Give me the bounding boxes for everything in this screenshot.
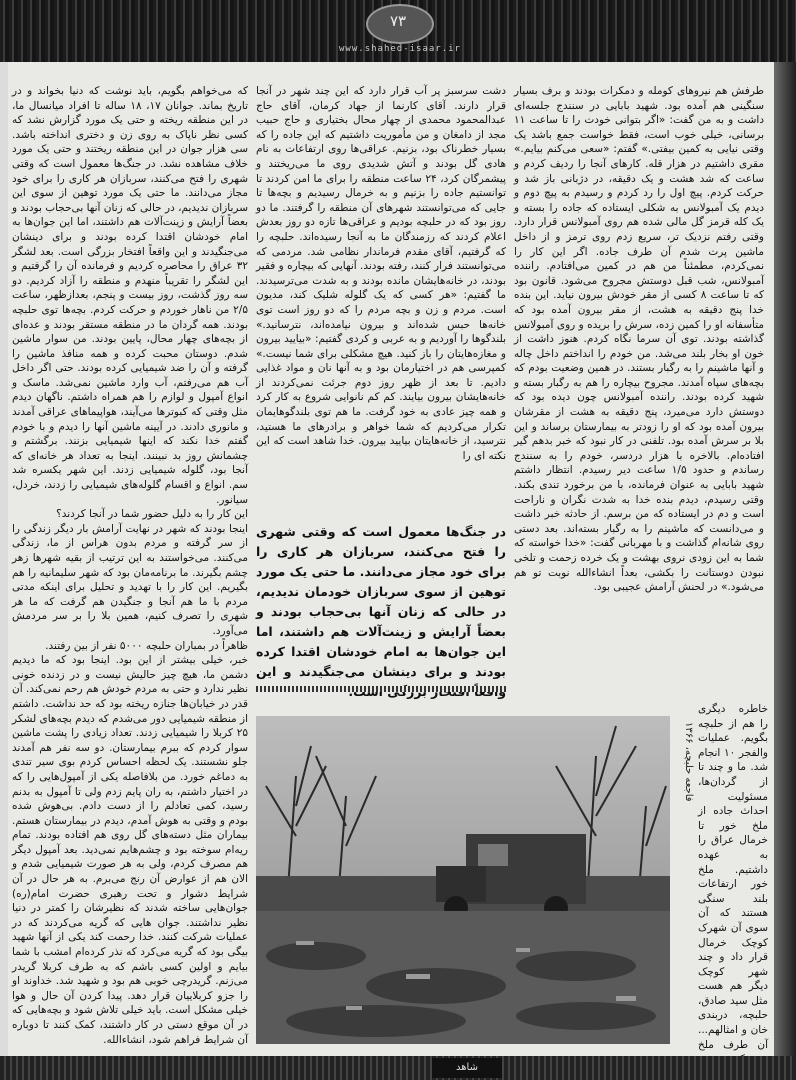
page-number: ۷۳ [389, 12, 407, 30]
column-text: طرفش هم نیروهای کومله و دمکرات بودند و برف بسیار سنگینی هم آمده بود. شهید بابایی در سنندج جلسه‌ای داشت و به من گفت: «اگر بتوانی خودت را تا ساعت ۱۱ برسانی، خیلی خوب است، فقط خواست جمع باشد یک وقتی نیایی به کمین بیفتی.» گفتم: «سعی می‌کنم بیایم.» مقری داشتیم در هزار قله. کارهای آنجا را ردیف کردم و ساعت که شد هشت و یک دقیقه، در دژبانی باز شد و حرکت کردم. پیچ اول را رد کردم و رسیدم به پیچ دوم و دیدم یک آمبولانس به شکلی ایستاده که جاده را بسته و یک کله قرمز گل مالی شده هم روی آمبولانس قرار دارد. وقتی رفتم نزدیک تر، سریع زدم روی ترمز و از داخل ماشین پرت شدم آن طرف جاده. اگر این کار را نمی‌کردم، مطمئناً من هم در کمین می‌افتادم. راننده آمبولانس، شب قبل دوستش مجروح می‌شود. قانون بود که تا ساعت ۸ کسی از مقر خودش بیرون نیاید. این بنده خدا پنج دقیقه به هشت، از مقر بیرون آمده بود که متأسفانه او را کمین زده، سرش را بریده و روی آمبولانس گذاشته بودند. توی آن سرما نگاه کردم. هنوز داشت از خون او بخار بلند می‌شد. من خودم را انداختم داخل چاله و آنها ماشینم را به رگبار بستند. در همین وضعیت بودم که بچه‌های سپاه آمدند. مجروح بیچاره را هم به رگبار بسته و شهید کرده بودند. راننده آمبولانس چون دیده بود که دوستش دارد می‌میرد، پنج دقیقه به هشت از مقرشان بیرون آمده بود که او را زودتر به بیمارستان برساند و این بلا بر سرش آمده بود. تلفنی در کار نبود که خبر بدهم گیر افتاده‌ام. بالاخره با هزار دردسر، خودم را به سنندج رساندم و حدود ۱/۵ ساعت دیر رسیدم. انتظار داشتم شهید بابایی به عنوان فرمانده، با من برخورد تندی بکند. وقتی رسیدم، دیدم بنده خدا به شدت نگران و ناراحت است و دم در ایستاده که من برسم. از حادثه خبر داشت و می‌دانست که ماشینم را به رگبار بسته‌اند. بعد دستی روی شانه‌ام گذاشت و با مهربانی گفت: «خدا خواسته که شما به این زودی نروی بهشت و یک خرده زحمت و تلخی نبودن دوستانت را بکشی، بعداً انشاءالله نوبت تو هم می‌شود.» در لحنش آرامش عجیبی بود. [514, 85, 765, 594]
halabja-photo [256, 716, 670, 1044]
column-text: که می‌خواهم بگویم، باید نوشت که دنیا بخواند و در تاریخ بماند. جوانان ۱۷، ۱۸ ساله تا افراد میانسال ما، در این منطقه ریخته و حتی یک مورد گزارش نشد که کسی نظر ناپاک به روی زن و دختری انداخته باشد. سی هزار جوان در این منطقه ریختند و حتی یک مورد خلاف مشاهده نشد. در جنگ‌ها معمول است که وقتی شهری را فتح می‌کنند، سربازان هر کاری را برای خود مجاز می‌دانند. ما حتی یک مورد توهین از سوی این سربازان ندیدیم، در حالی که زنان آنها بی‌حجاب بودند و بعضاً آرایش و زینت‌آلات هم داشتند، اما این جوان‌ها به امام خودشان اقتدا کرده بودند و برای دینشان می‌جنگیدند و این واقعاً افتخار بزرگی است. بعد لشگر ۳۲ عراق را محاصره کردیم و فرمانده آن را گرفتیم و این لشگر را تقریباً منهدم و منطقه را آزاد کردیم. دو سه روز گذشت، روز بیست و پنجم، بعدازظهر، ساعت ۲/۵ من ناهار خوردم و حرکت کردم. بچه‌ها توی حلبچه بودند. همه گردان ما در منطقه مستقر بودند و عده‌ای از بچه‌های چهار محال، پایین بودند. من سوار ماشین شدم. دوستان محبت کرده و همه منافذ ماشین را گرفته و آن را ضد شیمیایی کرده بودند. حتی اگر داخل آب هم می‌رفتم، آب وارد ماشین نمی‌شد. ماسک و انواع آمپول و لوازم را هم همراه داشتم. ناگهان دیدم مثل وقتی که کبوترها می‌آیند، هواپیماهای عراقی آمدند و مانوری دادند. در آیینه ماشین آنها را دیدم و با خودم گفتم خدا نکند که اینها شیمیایی بزنند. برگشتم و چشمانش روز بد نبینند. اینجا به تعداد هر خانه‌ای که آنجا بود، گلوله شیمیایی زدند. این شهر یکسره شد سم. انواع و اقسام گلوله‌های شیمیایی را زدند، خردل، سیانور. این کار را به دلیل حضور شما در آنجا کردند؟ اینجا بودند که شهر در نهایت آرامش بار دیگر زندگی را از سر گرفته و مردم بدون هراس از ما، زندگی می‌کنند. می‌خواستند به این ترتیب از بقیه شهرها زهر چشم بگیرند. ما برنامه‌مان بود که شهر سلیمانیه را هم بگیریم. این کار را با تهدید و تحلیل برای اینکه مدتی مردم با ما هم آنجا و جنگیدن هم گرفت که ما هر شهری را تصرف کنیم، همین بلا را بر سر مردمش می‌آورد. ظاهراً در بمباران حلبچه ۵۰۰۰ نفر از بین رفتند. خبر، خیلی بیشتر از این بود. اینجا بود که ما دیدیم دشمن ما، هیچ چیز حالیش نیست و در زدنده خونی نظیر ندارد و حتی به مردم خودش هم رحم نمی‌کند. آن قدر در خیابان‌ها جنازه ریخته بود که حد نداشت. داشتم از منطقه شیمیایی دور می‌شدم که دیدم بچه‌های لشکر ۲۵ کربلا را شیمیایی زدند. تعداد زیادی را پشت ماشین سوار کردم که ببرم بیمارستان. دو سه نفر هم آمدند جلو نشستند. یک لحظه احساس کردم بوی سیر تندی به دماغم خورد. من بلافاصله یکی از آمپول‌هایی را که در اختیار داشتم، به ران پایم زدم ولی تا آمپول به بدنم رسید، کمی تعادلم را از دست دادم. بی‌هوش شده بودم و وقتی به هوش آمدم، دیدم در بیمارستان هستم. بیماران مثل دسته‌های گل روی هم افتاده بودند. تمام ریه‌ام سوخته بود و چشم‌هایم نمی‌دید. بعد آمپول دیگر هم مصرف کردم، ولی به هر صورت شیمیایی شدم و الان هم از عوارض آن رنج می‌برم. به هر حال در آن شرایط دشوار و تحت رهبری حضرت امام(ره) جوان‌هایی ساخته شدند که نظیرشان را کمتر در دنیا نظیر نداشتند. جوان هایی که گریه می‌کردند که در عملیات شرکت کنند. خدا رحمت کند یکی از آنها شهید بیگی بود که گریه می‌کرد که نذر کرده‌ام امشب با شما بیایم و اولین کسی باشم که به طرف کربلا گریدر می‌زنم. گریدرچی خوبی هم بود و شهید شد. خداوند او را جزو کربلاییان قرار دهد. پیدا کردن آن حال و هوا خیلی مشکل است. باید خیلی تلاش شود و بچه‌هایی که در آن موقع دستی در کار داشتند، کمک کنند تا دوباره آن شرایط فراهم شود، انشاءالله. [12, 85, 248, 1046]
decorative-rule [256, 686, 506, 692]
pull-quote: در جنگ‌ها معمول است که وقتی شهری را فتح می‌کنند، سربازان هر کاری را برای خود مجاز می‌دانند. ما حتی یک مورد توهین از سوی سربازان خودمان ندیدیم، در حالی که زنان آنها بی‌حجاب بودند و بعضاً آرایش و زینت‌آلات هم داشتند، اما این جوان‌ها به امام خودشان اقتدا کرده بودند و برای دینشان می‌جنگیدند و این [256, 524, 506, 679]
photo-caption: فاجعه حلبچه، ۱۳۶۶ [683, 722, 694, 802]
article-column-middle [256, 84, 506, 514]
footer-stamp: شاهد [432, 1058, 502, 1078]
article-column-right [514, 84, 764, 696]
page-footer-band [0, 1056, 796, 1080]
article-column-left [12, 84, 248, 1064]
site-url: www.shahed-isaar.ir [339, 44, 461, 54]
binding-edge [774, 62, 796, 1080]
article-column-right-continued [698, 702, 768, 1051]
column-text: دشت سرسبز پر آب قرار دارد که این چند شهر در آنجا قرار دارند. آقای کارنما از جهاد کرمان، آقای حاج عبدالمحمود محمدی از چهار محال بختیاری و حاج حبیب مجد از دامغان و من مأموریت داشتیم که این جاده را که بسیار خطرناک بود، بزنیم. عراقی‌ها روی ارتفاعات به نام هادی گل بودند و آتش شدیدی روی ما می‌ریختند و پیشمرگان کرد، ۲۴ ساعت منطقه را برای ما امن کردند تا توانستیم جاده را بزنیم و به خرمال رسیدیم و بچه‌ها تا جایی که می‌توانستند شهرهای آن منطقه را گرفتند. ما دو روز بود که در حلبچه بودیم و عراقی‌ها تازه دو روز بعدش اعلام کردند که رزمندگان ما به آنجا رسیده‌اند. حلبچه را که گرفتیم، آقای مقدم فرماندار نظامی شد. مردمی که می‌توانستند فرار کنند، رفته بودند. آنهایی که بیچاره و فقیر بودند، در خانه‌هایشان مانده بودند و به شدت می‌ترسیدند. ما گفتیم: «هر کسی که یک گلوله شلیک کند، مدیون است. مردم و زن و بچه مردم را که دو روز است توی خانه‌ها حبس شده‌اند و بیرون نیامده‌اند، نترسانید.» بلندگوها را آوردیم و به عربی و کردی گفتیم: «بیایید بیرون و مغازه‌هایتان را باز کنید. هیچ مشکلی برای شما نیست.» کمپرسی هم در اختیارمان بود و به آنها نان و مواد غذایی دادیم. تا بعد از ظهر روز دوم جرئت نمی‌کردند از خانه‌هایشان بیرون بیایند. کم کم نانوایی شروع به کار کرد و همه چیز عادی به خود گرفت. ما هم توی بلندگوهایمان تکرار می‌کردیم که شما خواهر و برادرهای ما هستید، نترسید، از خانه‌هایتان بیایید بیرون. خدا شاهد است که این نکته ای را [256, 85, 507, 462]
ruins-photo-image [256, 716, 670, 1044]
article-page [8, 62, 774, 1056]
column-text: خاطره دیگری را هم از حلبچه بگویم. عملیات والفجر ۱۰ انجام شد. ما و چند تا از گردان‌ها، مسئولیت احداث جاده از ملخ خور تا خرمال عراق را به عهده داشتیم. ملخ خور ارتفاعات بلند سنگی هستند که آن سوی آن شهرک کوچک خرمال قرار داد و چند شهر کوچک دیگر هم هست مثل سید صادق، حلبچه، دربندی خان و امثالهم... آن طرف ملخ [698, 703, 768, 1051]
page-header-band [0, 0, 796, 62]
